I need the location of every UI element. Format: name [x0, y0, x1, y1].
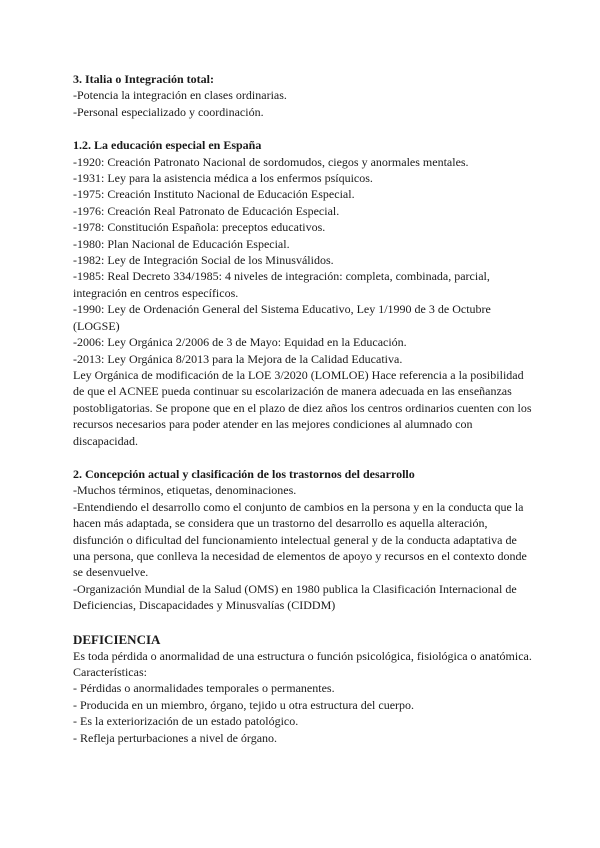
text-line: -1976: Creación Real Patronato de Educación Especial.	[73, 203, 340, 218]
text-line: - Refleja perturbaciones a nivel de órgano.	[73, 730, 278, 745]
text-line: -2013: Ley Orgánica 8/2013 para la Mejora de la Calidad Educativa.	[73, 351, 403, 366]
text-paragraph: -Entendiendo el desarrollo como el conjunto de cambios en la persona y en la conducta que la hacen más adaptada, se considera que un trastorno del desarrollo es aquella alteración, disfunción o dificultad del funcionamiento intelectual general y de la conducta adaptativa de una persona, que conlleva la necesidad de elementos de apoyo y recursos en el contexto donde se desenvuelve.	[73, 499, 527, 580]
document-page	[73, 71, 533, 746]
spacer	[73, 614, 533, 631]
section-heading: 1.2. La educación especial en España	[73, 138, 262, 153]
section-deficiencia	[73, 631, 533, 746]
text-line: -1980: Plan Nacional de Educación Especial.	[73, 236, 290, 251]
text-line: -Personal especializado y coordinación.	[73, 104, 264, 119]
section-educacion-especial-espana	[73, 137, 533, 449]
section-concepcion-actual	[73, 466, 533, 614]
text-line: -1975: Creación Instituto Nacional de Educación Especial.	[73, 187, 355, 202]
text-paragraph: Ley Orgánica de modificación de la LOE 3/2020 (LOMLOE) Hace referencia a la posibilidad de que el ACNEE pueda continuar su escolarización de manera adecuada en las enseñanzas postobligatorias. Se propone que en el plazo de diez años los centros ordinarios cuenten con los recursos necesarios para poder atender en las mejores condiciones al alumnado con discapacidad.	[73, 367, 532, 448]
text-line: -1982: Ley de Integración Social de los Minusválidos.	[73, 253, 334, 268]
section-heading: 2. Concepción actual y clasificación de los trastornos del desarrollo	[73, 466, 415, 481]
text-line: -1978: Constitución Española: preceptos educativos.	[73, 220, 326, 235]
section-italia	[73, 71, 533, 120]
text-line: -Muchos términos, etiquetas, denominaciones.	[73, 483, 297, 498]
text-line: -1990: Ley de Ordenación General del Sistema Educativo, Ley 1/1990 de 3 de Octubre (LOGSE)	[73, 302, 491, 333]
text-line: -1931: Ley para la asistencia médica a los enfermos psíquicos.	[73, 171, 373, 186]
text-line: -1920: Creación Patronato Nacional de sordomudos, ciegos y anormales mentales.	[73, 154, 469, 169]
text-line: - Es la exteriorización de un estado patológico.	[73, 714, 299, 729]
section-heading: DEFICIENCIA	[73, 631, 161, 647]
text-line: - Pérdidas o anormalidades temporales o permanentes.	[73, 681, 335, 696]
text-line: -2006: Ley Orgánica 2/2006 de 3 de Mayo: Equidad en la Educación.	[73, 335, 407, 350]
text-paragraph: Es toda pérdida o anormalidad de una estructura o función psicológica, fisiológica o anatómica. Características:	[73, 648, 532, 679]
text-line: -Potencia la integración en clases ordinarias.	[73, 88, 287, 103]
text-paragraph: -Organización Mundial de la Salud (OMS) en 1980 publica la Clasificación Internacional de Deficiencias, Discapacidades y Minusvalías (CIDDM)	[73, 581, 517, 613]
text-line: - Producida en un miembro, órgano, tejido u otra estructura del cuerpo.	[73, 697, 415, 712]
text-line: -1985: Real Decreto 334/1985: 4 niveles de integración: completa, combinada, parcial, integración en centros específicos.	[73, 269, 490, 300]
spacer	[73, 449, 533, 466]
spacer	[73, 120, 533, 137]
section-heading: 3. Italia o Integración total:	[73, 72, 214, 86]
